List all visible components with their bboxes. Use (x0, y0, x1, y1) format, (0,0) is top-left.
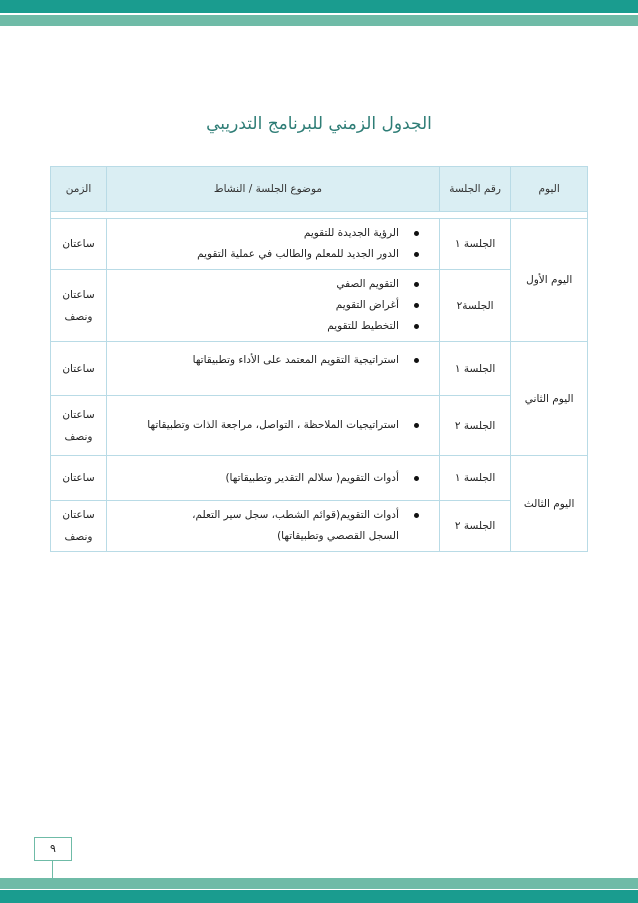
time-text: ونصف (64, 430, 93, 443)
topic-cell (106, 270, 439, 342)
topic-cell (106, 342, 439, 396)
header-topic: موضوع الجلسة / النشاط (106, 167, 439, 212)
table-row (51, 342, 588, 396)
time-text: ونصف (64, 310, 93, 323)
session-cell: الجلسة٢ (439, 270, 510, 342)
table-row (51, 219, 588, 270)
table-row (51, 396, 588, 456)
list-item: الدور الجديد للمعلم والطالب في عملية التقويم (107, 244, 429, 265)
table-row (51, 501, 588, 552)
table-row (51, 270, 588, 342)
topic-cell (106, 456, 439, 501)
topic-cell (106, 501, 439, 552)
time-text: ونصف (64, 531, 93, 543)
time-cell (51, 456, 107, 501)
time-cell (51, 396, 107, 456)
top-band-light (0, 15, 638, 26)
gap-row (51, 212, 588, 219)
header-time: الزمن (51, 167, 107, 212)
time-text: ساعتان (62, 238, 95, 250)
session-cell: الجلسة ٢ (439, 396, 510, 456)
list-item: أغراض التقويم (107, 295, 429, 316)
topic-cell (106, 219, 439, 270)
time-cell (51, 270, 107, 342)
time-cell (51, 219, 107, 270)
bottom-band-light (0, 878, 638, 889)
session-cell: الجلسة ١ (439, 456, 510, 501)
time-text: ساعتان (62, 408, 95, 421)
session-cell: الجلسة ١ (439, 342, 510, 396)
time-cell (51, 342, 107, 396)
header-day: اليوم (511, 167, 588, 212)
time-cell (51, 501, 107, 552)
day-cell: اليوم الثالث (511, 456, 588, 552)
time-text: ساعتان (62, 288, 95, 301)
list-item: التقويم الصفي (107, 274, 429, 295)
time-text: ساعتان (62, 509, 95, 521)
bottom-band-dark (0, 890, 638, 903)
schedule-table (50, 166, 588, 552)
list-item: استراتيجية التقويم المعتمد على الأداء وتطبيقاتها (107, 350, 429, 371)
page-number-line (52, 860, 53, 878)
day-cell: اليوم الأول (511, 219, 588, 342)
header-session: رقم الجلسة (439, 167, 510, 212)
topic-cell (106, 396, 439, 456)
list-item: أدوات التقويم(قوائم الشطب، سجل سير التعلم، السجل القصصي وتطبيقاتها) (167, 505, 429, 547)
list-item: استراتيجيات الملاحظة ، التواصل، مراجعة الذات وتطبيقاتها (107, 415, 429, 436)
session-cell: الجلسة ٢ (439, 501, 510, 552)
day-cell: اليوم الثاني (511, 342, 588, 456)
table-header-row (51, 167, 588, 212)
session-cell: الجلسة ١ (439, 219, 510, 270)
page-title: الجدول الزمني للبرنامج التدريبي (206, 114, 432, 134)
list-item: التخطيط للتقويم (107, 316, 429, 337)
page-number: ٩ (34, 837, 72, 861)
table-row (51, 456, 588, 501)
list-item: الرؤية الجديدة للتقويم (107, 223, 429, 244)
time-text: ساعتان (62, 362, 95, 375)
top-band-dark (0, 0, 638, 13)
list-item: أدوات التقويم( سلالم التقدير وتطبيقاتها) (107, 468, 429, 489)
time-text: ساعتان (62, 472, 95, 484)
